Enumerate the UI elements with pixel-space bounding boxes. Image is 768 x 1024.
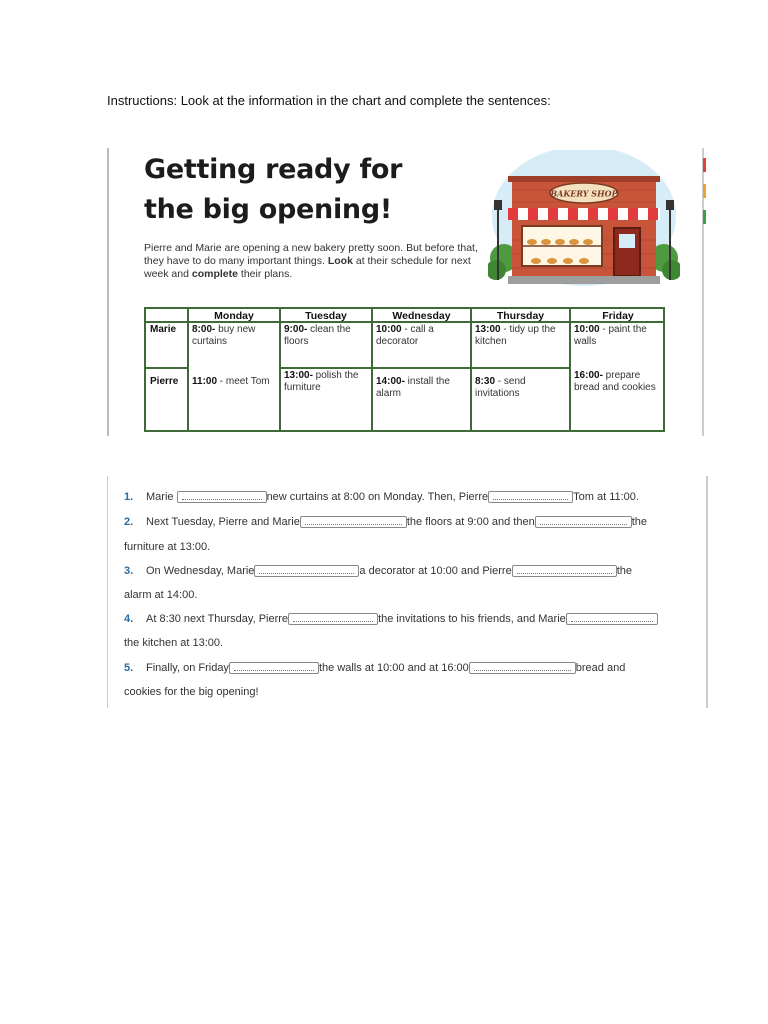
pierre-wednesday: 14:00- install the alarm xyxy=(376,376,450,399)
shop-sign-text: BAKERY SHOP xyxy=(550,188,618,199)
marie-thursday: 13:00 - tidy up the kitchen xyxy=(475,324,556,347)
sentence-2: Next Tuesday, Pierre and Marie the floors at 9:00 and then the xyxy=(146,516,647,528)
day-wednesday: Wednesday xyxy=(392,310,451,322)
title-line-1: Getting ready for xyxy=(144,154,403,185)
day-tuesday: Tuesday xyxy=(305,310,347,322)
day-friday: Friday xyxy=(602,310,634,322)
sentence-5-cont: cookies for the big opening! xyxy=(124,686,259,698)
sentence-5-number: 5. xyxy=(124,662,134,674)
sentence-4-cont: the kitchen at 13:00. xyxy=(124,637,224,649)
color-tabs xyxy=(703,158,706,236)
blank-4a[interactable] xyxy=(288,613,378,625)
blank-2a[interactable] xyxy=(300,516,407,528)
blank-2b[interactable] xyxy=(535,516,632,528)
sentence-2-cont: furniture at 13:00. xyxy=(124,541,211,553)
sentence-4: At 8:30 next Thursday, Pierre the invitations to his friends, and Marie xyxy=(146,613,658,625)
marie-wednesday: 10:00 - call a decorator xyxy=(376,324,434,347)
day-monday: Monday xyxy=(214,310,254,322)
blank-4b[interactable] xyxy=(566,613,658,625)
friday-afternoon: 16:00- prepare bread and cookies xyxy=(574,370,656,393)
sentence-1-number: 1. xyxy=(124,491,134,503)
sentence-3: On Wednesday, Marie a decorator at 10:00 and Pierre the xyxy=(146,565,632,577)
blank-1b[interactable] xyxy=(488,491,573,503)
tuesday-afternoon: 13:00- polish the furniture xyxy=(284,370,359,393)
exercise-edge-right xyxy=(706,476,708,708)
day-thursday: Thursday xyxy=(496,310,545,322)
sentence-5: Finally, on Friday the walls at 10:00 and at 16:00 bread and xyxy=(146,662,626,674)
exercise-edge-left xyxy=(107,476,108,708)
blank-3b[interactable] xyxy=(512,565,617,577)
pierre-thursday: 8:30 - send invitations xyxy=(475,376,526,399)
row-name-marie: Marie xyxy=(150,324,177,335)
marie-tuesday: 9:00- clean the floors xyxy=(284,324,351,347)
schedule-table xyxy=(144,307,665,432)
sentence-4-number: 4. xyxy=(124,613,134,625)
blank-5b[interactable] xyxy=(469,662,576,674)
sentence-3-cont: alarm at 14:00. xyxy=(124,589,198,601)
instructions-text: Instructions: Look at the information in the chart and complete the sentences: xyxy=(107,93,551,108)
bakery-shop-illustration xyxy=(488,150,680,290)
pierre-monday: 11:00 - meet Tom xyxy=(192,376,270,387)
sentence-2-number: 2. xyxy=(124,516,134,528)
card-edge-left xyxy=(107,148,109,436)
marie-monday: 8:00- buy new curtains xyxy=(192,324,256,347)
title-line-2: the big opening! xyxy=(144,194,392,225)
blank-3a[interactable] xyxy=(254,565,359,577)
blank-5a[interactable] xyxy=(229,662,319,674)
worksheet-title xyxy=(144,150,474,230)
sentence-1: Marie new curtains at 8:00 on Monday. Then, Pierre Tom at 11:00. xyxy=(146,491,639,503)
sentence-3-number: 3. xyxy=(124,565,134,577)
blank-1a[interactable] xyxy=(177,491,267,503)
marie-friday: 10:00 - paint the walls xyxy=(574,324,647,347)
intro-paragraph: Pierre and Marie are opening a new bakery pretty soon. But before that, they have to do many important things. Look at their schedule for next week and complete their plans. xyxy=(144,242,478,280)
row-name-pierre: Pierre xyxy=(150,376,179,387)
